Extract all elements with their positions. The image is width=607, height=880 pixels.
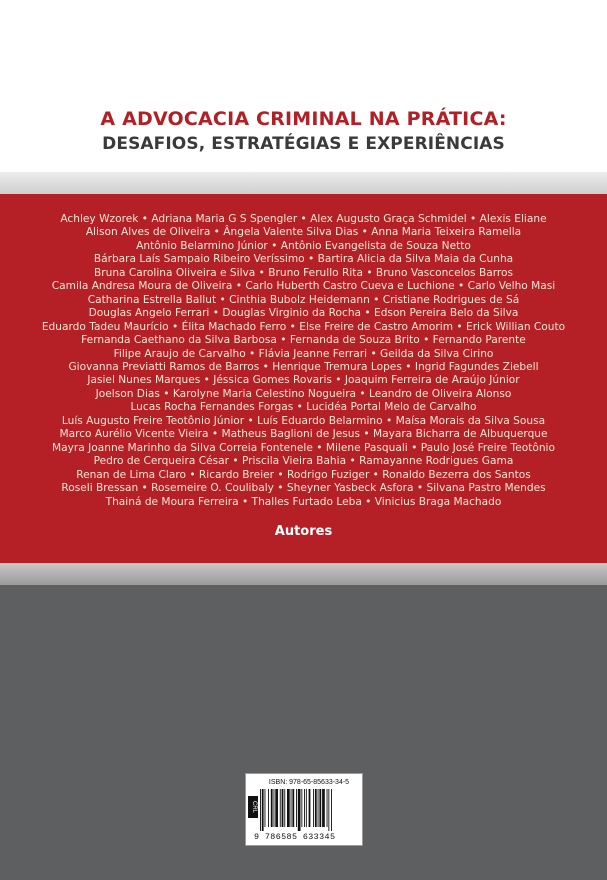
publisher-logo <box>248 796 258 818</box>
isbn-label: ISBN: 978-65-85633-34-5 <box>268 779 350 786</box>
author-line: Lucas Rocha Fernandes Forgas • Lucidéa Portal Melo de Carvalho <box>130 401 477 414</box>
barcode-bar <box>296 789 297 827</box>
barcode-bar <box>268 789 269 827</box>
barcode-bar <box>275 789 278 827</box>
author-line: Bruna Carolina Oliveira e Silva • Bruno Ferullo Rita • Bruno Vasconcelos Barros <box>93 266 513 279</box>
title-main-line: A ADVOCACIA CRIMINAL NA PRÁTICA: <box>100 108 507 130</box>
barcode-bar <box>271 789 273 827</box>
barcode-bar <box>291 789 292 827</box>
barcode-bar <box>292 789 294 827</box>
barcode-bar <box>280 789 281 827</box>
barcode-bar <box>315 789 317 827</box>
author-line: Antônio Belarmino Júnior • Antônio Evangelista de Souza Netto <box>136 239 471 252</box>
barcode-bar <box>301 789 302 827</box>
barcode-bar <box>319 789 321 827</box>
author-line: Joelson Dias • Karolyne Maria Celestino Nogueira • Leandro de Oliveira Alonso <box>95 387 512 400</box>
publisher-logo-text: CRL <box>251 800 257 814</box>
author-line: Catharina Estrella Ballut • Cinthia Bubolz Heidemann • Cristiane Rodrigues de Sá <box>87 293 520 306</box>
author-line: Bárbara Laís Sampaio Ribeiro Veríssimo • Bartira Alicia da Silva Maia da Cunha <box>93 253 514 266</box>
barcode-bar <box>331 789 332 831</box>
title-subtitle-line: DESAFIOS, ESTRATÉGIAS E EXPERIÊNCIAS <box>102 134 505 154</box>
author-line: Filipe Araujo de Carvalho • Flávia Jeanne Ferrari • Geilda da Silva Cirino <box>113 347 494 360</box>
barcode-bar <box>318 789 319 827</box>
barcode-bar <box>322 789 325 827</box>
barcode-bar <box>298 789 301 831</box>
author-line: Giovanna Previatti Ramos de Barros • Henrique Tremura Lopes • Ingrid Fagundes Ziebell <box>68 360 539 373</box>
author-line: Mayra Joanne Marinho da Silva Correia Fontenele • Milene Pasquali • Paulo José Freire Teotônio <box>52 441 555 454</box>
isbn-barcode <box>245 773 363 846</box>
author-line: Fernanda Caethano da Silva Barbosa • Fernanda de Souza Brito • Fernando Parente <box>81 334 526 347</box>
author-line: Achley Wzorek • Adriana Maria G S Spengler • Alex Augusto Graça Schmidel • Alexis Eliane <box>60 213 547 225</box>
top-divider-band <box>0 172 607 194</box>
barcode-bar <box>327 789 328 827</box>
author-line: Thainá de Moura Ferreira • Thalles Furtado Leba • Vinicius Braga Machado <box>105 495 502 508</box>
barcode-bar <box>260 789 261 831</box>
barcode-bar <box>328 789 329 831</box>
barcode-bar <box>313 789 314 827</box>
author-line: Renan de Lima Claro • Ricardo Breier • Rodrigo Fuziger • Ronaldo Bezerra dos Santos <box>76 468 531 481</box>
barcode-bar <box>304 789 305 827</box>
book-title <box>0 106 607 156</box>
barcode-bar <box>262 789 264 831</box>
author-line: Marco Aurélio Vicente Vieira • Matheus Baglioni de Jesus • Mayara Bicharra de Albuquerque <box>59 428 548 441</box>
barcode-bar <box>284 789 285 827</box>
barcode-digits: 9 786585 633345 <box>254 832 336 842</box>
author-line: Camila Andresa Moura de Oliveira • Carlo Huberth Castro Cueva e Luchione • Carlo Velho Masi <box>51 280 556 293</box>
authors-list <box>0 213 607 509</box>
author-line: Pedro de Cerqueira César • Priscila Vieira Bahia • Ramayanne Rodrigues Gama <box>93 455 514 468</box>
author-line: Jasiel Nunes Marques • Jéssica Gomes Rovaris • Joaquim Ferreira de Araújo Júnior <box>87 374 520 387</box>
barcode-bar <box>309 789 311 827</box>
author-line: Luís Augusto Freire Teotônio Júnior • Luís Eduardo Belarmino • Maísa Morais da Silva Sousa <box>61 414 546 427</box>
barcode-bars <box>260 789 360 831</box>
barcode-bar <box>265 789 266 827</box>
author-line: Alison Alves de Oliveira • Ângela Valente Silva Dias • Anna Maria Teixeira Ramella <box>85 226 522 239</box>
author-line: Eduardo Tadeu Maurício • Élita Machado Ferro • Else Freire de Castro Amorim • Erick Willian Couto <box>41 320 566 333</box>
authors-heading: Autores <box>274 524 333 539</box>
barcode-bar <box>282 789 284 827</box>
bottom-divider-band <box>0 563 607 585</box>
barcode-bar <box>306 789 307 827</box>
author-line: Douglas Angelo Ferrari • Douglas Virginio da Rocha • Edson Pereira Belo da Silva <box>88 307 519 320</box>
barcode-bar <box>287 789 290 827</box>
barcode-bar <box>274 789 275 827</box>
author-line: Roseli Bressan • Rosemeire O. Coulibaly • Sheyner Yasbeck Asfora • Silvana Pastro Mendes <box>61 482 546 495</box>
